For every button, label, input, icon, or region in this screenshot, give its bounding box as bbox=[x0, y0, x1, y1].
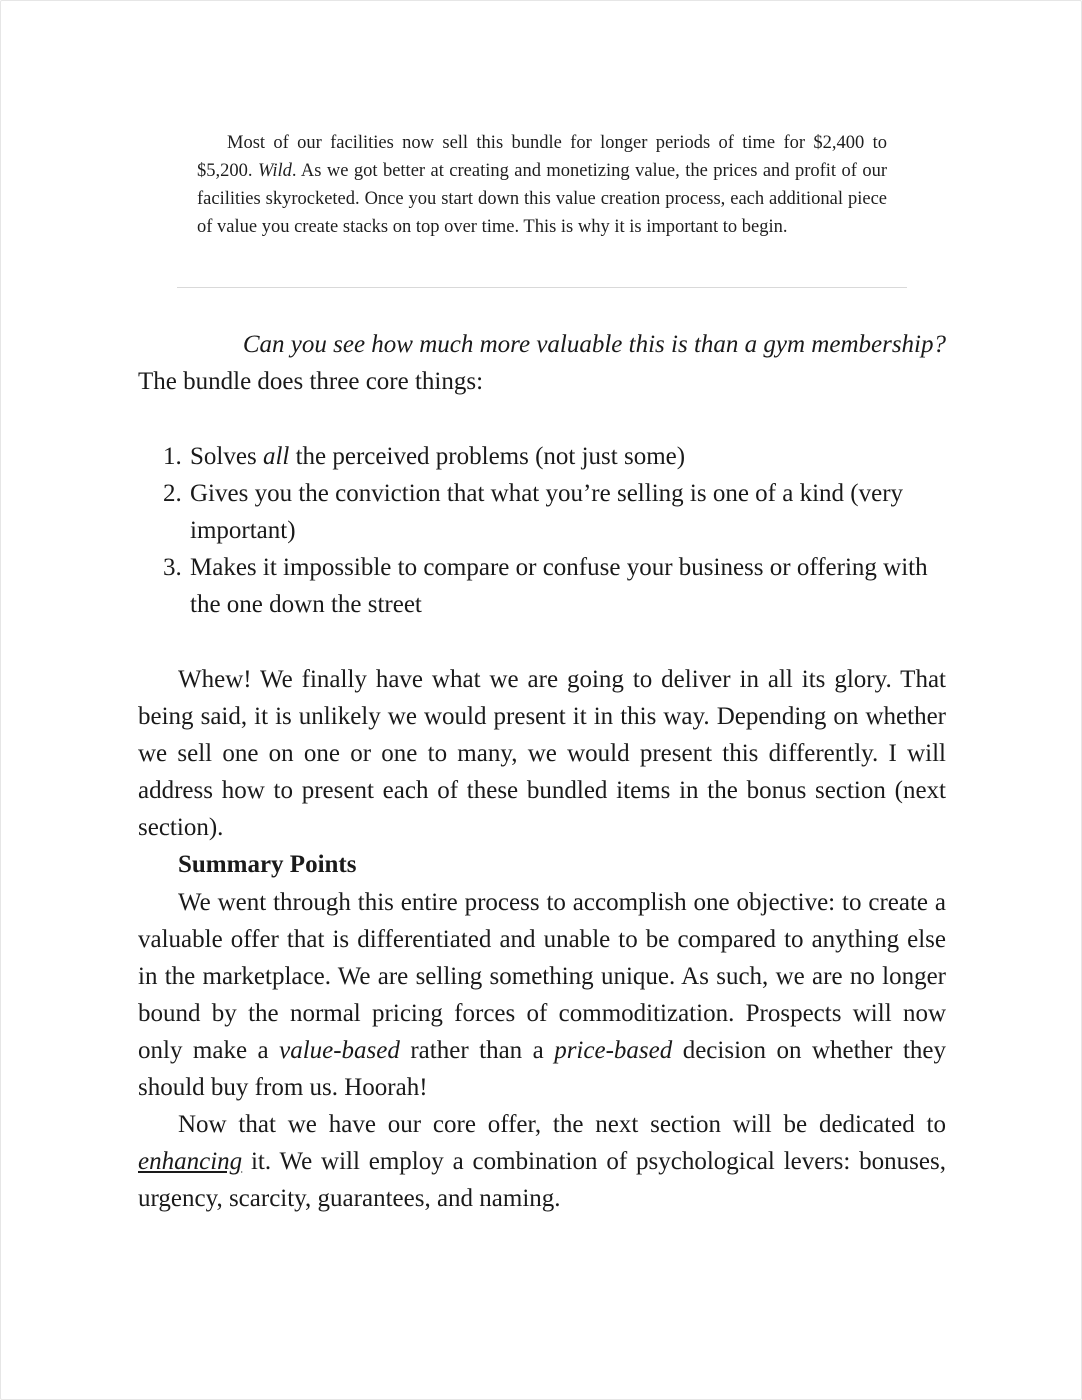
paragraph-summary bbox=[138, 884, 946, 1106]
list-item bbox=[138, 438, 946, 475]
callout-text-1: Most of our facilities now sell this bundle for longer periods of time for $2,400 to $5,200. bbox=[197, 133, 887, 181]
paragraph-text: it. We will employ a combination of psychological levers: bonuses, urgency, scarcity, guarantees, and naming. bbox=[138, 1148, 946, 1212]
lead-paragraph bbox=[138, 326, 946, 400]
callout-quote bbox=[197, 129, 887, 241]
list-number: 3. bbox=[163, 554, 182, 581]
value-based-emphasis: value-based bbox=[279, 1037, 400, 1064]
paragraph-text: decision on whether they should buy from us. Hoorah! bbox=[138, 1037, 946, 1101]
paragraph-text: Whew! We finally have what we are going to deliver in all its glory. That being said, it is unlikely we would present it in this way. Depending on whether we sell one on one or one to many, we would present this differently. I will address how to present each of these bundled items in the bonus section (next section). bbox=[138, 666, 946, 841]
list-number: 1. bbox=[163, 443, 182, 470]
paragraph-text: Now that we have our core offer, the next section will be dedicated to bbox=[178, 1111, 946, 1138]
list-item bbox=[138, 475, 946, 549]
price-based-emphasis: price-based bbox=[554, 1037, 673, 1064]
paragraph-next-section bbox=[138, 1106, 946, 1217]
list-item bbox=[138, 549, 946, 623]
list-text: Makes it impossible to compare or confuse your business or offering with the one down the street bbox=[190, 554, 928, 618]
enhancing-emphasis: enhancing bbox=[138, 1148, 243, 1175]
list-text: Solves bbox=[190, 443, 263, 470]
summary-heading: Summary Points bbox=[178, 851, 357, 878]
core-things-list bbox=[138, 438, 946, 623]
lead-question: Can you see how much more valuable this is than a gym membership? bbox=[242, 331, 946, 358]
paragraph-text: We went through this entire process to accomplish one objective: to create a valuable offer that is differentiated and unable to be compared to anything else in the marketplace. We are selling something unique. As such, we are no longer bound by the normal pricing forces of commoditization. Prospects will now only make a bbox=[138, 889, 946, 1064]
list-text: Gives you the conviction that what you’re selling is one of a kind (very important) bbox=[190, 480, 904, 544]
list-emphasis: all bbox=[262, 443, 290, 470]
paragraph-text: rather than a bbox=[399, 1037, 555, 1064]
callout-divider bbox=[177, 287, 907, 288]
list-text: the perceived problems (not just some) bbox=[289, 443, 686, 470]
lead-followup: The bundle does three core things: bbox=[138, 368, 484, 395]
list-number: 2. bbox=[163, 480, 182, 507]
callout-text-2: . As we got better at creating and monetizing value, the prices and profit of our facilities skyrocketed. Once you start down this value creation process, each additional piece of value you create stacks on top over time. This is why it is important to begin. bbox=[197, 161, 888, 237]
callout-emphasis: Wild bbox=[257, 161, 292, 181]
paragraph-whew bbox=[138, 661, 946, 846]
